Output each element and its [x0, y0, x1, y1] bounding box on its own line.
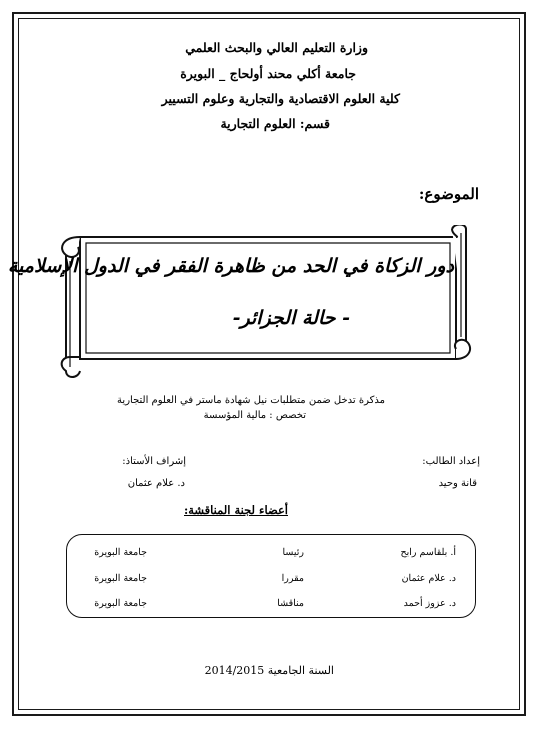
- member-institution: جامعة البويرة: [94, 598, 147, 609]
- supervisor-label: إشراف الأستاذ:: [122, 456, 186, 467]
- student-label: إعداد الطالب:: [422, 456, 480, 467]
- member-name: د. علام عثمان: [401, 573, 456, 584]
- member-role: رئيسا: [282, 547, 304, 558]
- member-institution: جامعة البويرة: [94, 547, 147, 558]
- supervisor-name: د. علام عثمان: [127, 478, 185, 489]
- thesis-title-line1: دور الزكاة في الحد من ظاهرة الفقر في الدول الإسلامية: [7, 255, 454, 277]
- university-line: جامعة أكلي محند أولحاج _ البويرة: [180, 66, 356, 81]
- member-name: أ. بلقاسم رابح: [400, 547, 456, 558]
- member-role: مناقشا: [277, 598, 304, 609]
- thesis-description: مذكرة تدخل ضمن متطلبات نيل شهادة ماستر في العلوم التجارية: [117, 395, 385, 406]
- department-line: قسم: العلوم التجارية: [220, 116, 330, 131]
- thesis-specialty: تخصص : مالية المؤسسة: [203, 410, 306, 421]
- thesis-title-line2: - حالة الجزائر-: [232, 307, 350, 329]
- title-scroll-banner: [7, 225, 474, 383]
- subject-label: الموضوع:: [418, 185, 479, 203]
- ministry-line: وزارة التعليم العالي والبحث العلمي: [185, 40, 368, 55]
- member-role: مقررا: [281, 573, 304, 584]
- member-institution: جامعة البويرة: [94, 573, 147, 584]
- scroll-banner-graphic: [56, 225, 474, 383]
- committee-title: أعضاء لجنة المناقشة:: [184, 503, 288, 517]
- faculty-line: كلية العلوم الاقتصادية والتجارية وعلوم التسيير: [161, 91, 400, 106]
- member-name: د. عزوز أحمد: [403, 598, 456, 609]
- academic-year: السنة الجامعية 2014/2015: [204, 664, 334, 677]
- student-name: قانة وحيد: [438, 478, 477, 489]
